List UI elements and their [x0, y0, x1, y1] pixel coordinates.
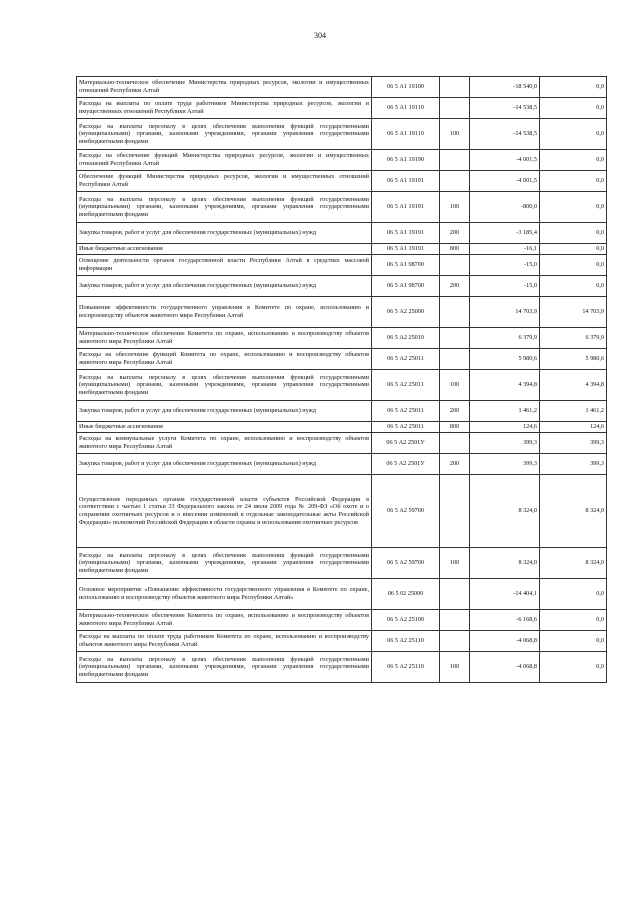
table-row — [77, 370, 607, 401]
row-amount-2: 8 324,0 — [540, 475, 607, 548]
row-code: 06 5 А1 19190 — [372, 150, 440, 171]
row-code: 06 5 А2 2501У — [372, 433, 440, 454]
row-code: 06 5 А1 98700 — [372, 276, 440, 297]
row-name: Расходы на выплаты персоналу в целях обеспечения выполнения функций государственными (муниципальными) органами, казенными учреждениями, органами управления государственными внебюджетными фондами — [77, 652, 372, 683]
row-code: 06 5 А1 98700 — [372, 255, 440, 276]
row-name: Материально-техническое обеспечение Комитета по охране, использованию и воспроизводству объектов животного мира Республики Алтай — [77, 610, 372, 631]
row-expense-type — [440, 433, 470, 454]
row-code: 06 5 А1 19110 — [372, 98, 440, 119]
table-row — [77, 454, 607, 475]
row-code: 06 5 А2 59700 — [372, 475, 440, 548]
row-name: Расходы на выплаты персоналу в целях обеспечения выполнения функций государственными (муниципальными) органами, казенными учреждениями, органами управления государственными внебюджетными фондами — [77, 192, 372, 223]
table-row — [77, 349, 607, 370]
row-name: Повышение эффективности государственного управления в Комитете по охране, использованию и воспроизводству объектов животного мира Республики Алтай — [77, 297, 372, 328]
row-amount-2: 0,0 — [540, 652, 607, 683]
table-row — [77, 422, 607, 433]
row-amount-1: -4 001,5 — [470, 171, 540, 192]
row-amount-1: 399,3 — [470, 454, 540, 475]
table-row — [77, 77, 607, 98]
row-name: Иные бюджетные ассигнования — [77, 244, 372, 255]
row-code: 06 5 А2 25010 — [372, 328, 440, 349]
row-amount-1: -4 068,8 — [470, 652, 540, 683]
row-amount-1: -3 185,4 — [470, 223, 540, 244]
row-expense-type: 100 — [440, 652, 470, 683]
row-amount-2: 0,0 — [540, 119, 607, 150]
row-name: Расходы на выплаты персоналу в целях обеспечения выполнения функций государственными (муниципальными) органами, казенными учреждениями, органами управления государственными внебюджетными фондами — [77, 548, 372, 579]
row-amount-1: 1 461,2 — [470, 401, 540, 422]
row-expense-type: 200 — [440, 401, 470, 422]
row-amount-1: 8 324,0 — [470, 475, 540, 548]
budget-table — [76, 76, 607, 683]
row-expense-type: 200 — [440, 276, 470, 297]
row-amount-1: -6 168,6 — [470, 610, 540, 631]
row-expense-type — [440, 610, 470, 631]
table-row — [77, 192, 607, 223]
row-expense-type: 100 — [440, 548, 470, 579]
row-expense-type: 100 — [440, 119, 470, 150]
row-name: Расходы на выплаты персоналу в целях обеспечения выполнения функций государственными (муниципальными) органами, казенными учреждениями, органами управления государственными внебюджетными фондами — [77, 119, 372, 150]
row-amount-2: 0,0 — [540, 276, 607, 297]
row-amount-1: -14 538,5 — [470, 98, 540, 119]
row-code: 06 5 А2 25011 — [372, 401, 440, 422]
row-amount-2: 0,0 — [540, 631, 607, 652]
row-name: Основное мероприятие «Повышение эффективности государственного управления в Комитете по охране, использованию и воспроизводству объектов животного мира Республики Алтай» — [77, 579, 372, 610]
row-expense-type — [440, 349, 470, 370]
table-row — [77, 652, 607, 683]
row-expense-type: 200 — [440, 454, 470, 475]
row-name: Расходы на обеспечение функций Комитета по охране, использованию и воспроизводству объектов животного мира Республики Алтай — [77, 349, 372, 370]
row-amount-2: 399,3 — [540, 454, 607, 475]
row-code: 06 5 А2 25011 — [372, 349, 440, 370]
table-row — [77, 255, 607, 276]
row-amount-2: 0,0 — [540, 223, 607, 244]
row-code: 06 5 А2 25110 — [372, 631, 440, 652]
row-code: 06 5 А2 2501У — [372, 454, 440, 475]
row-amount-1: -14 404,1 — [470, 579, 540, 610]
table-row — [77, 119, 607, 150]
row-name: Материально-техническое обеспечение Комитета по охране, использованию и воспроизводству объектов животного мира Республики Алтай — [77, 328, 372, 349]
row-amount-2: 0,0 — [540, 244, 607, 255]
row-amount-1: -800,0 — [470, 192, 540, 223]
row-amount-2: 6 379,9 — [540, 328, 607, 349]
row-amount-2: 14 703,9 — [540, 297, 607, 328]
row-amount-2: 0,0 — [540, 192, 607, 223]
row-amount-1: 4 394,8 — [470, 370, 540, 401]
row-amount-2: 0,0 — [540, 150, 607, 171]
page-number: 304 — [314, 31, 326, 40]
row-expense-type: 100 — [440, 192, 470, 223]
row-expense-type — [440, 475, 470, 548]
row-code: 06 5 02 25000 — [372, 579, 440, 610]
row-name: Закупка товаров, работ и услуг для обеспечения государственных (муниципальных) нужд — [77, 223, 372, 244]
row-name: Расходы на выплаты персоналу в целях обеспечения выполнения функций государственными (муниципальными) органами, казенными учреждениями, органами управления государственными внебюджетными фондами — [77, 370, 372, 401]
row-code: 06 5 А1 19110 — [372, 119, 440, 150]
row-code: 06 5 А2 25110 — [372, 652, 440, 683]
row-name: Освещение деятельности органов государственной власти Республики Алтай в средствах массовой информации — [77, 255, 372, 276]
table-row — [77, 150, 607, 171]
row-code: 06 5 А2 25000 — [372, 297, 440, 328]
row-amount-1: -15,0 — [470, 255, 540, 276]
row-amount-2: 8 324,0 — [540, 548, 607, 579]
row-amount-1: -4 068,8 — [470, 631, 540, 652]
table-row — [77, 171, 607, 192]
row-amount-2: 1 461,2 — [540, 401, 607, 422]
row-amount-1: -15,0 — [470, 276, 540, 297]
row-name: Закупка товаров, работ и услуг для обеспечения государственных (муниципальных) нужд — [77, 401, 372, 422]
row-amount-1: 5 980,6 — [470, 349, 540, 370]
table-row — [77, 98, 607, 119]
row-amount-2: 0,0 — [540, 579, 607, 610]
row-amount-2: 0,0 — [540, 255, 607, 276]
row-code: 06 5 А1 19100 — [372, 77, 440, 98]
row-amount-2: 5 980,6 — [540, 349, 607, 370]
row-amount-1: 124,6 — [470, 422, 540, 433]
row-amount-1: -18 540,0 — [470, 77, 540, 98]
row-amount-2: 124,6 — [540, 422, 607, 433]
table-row — [77, 401, 607, 422]
row-expense-type: 800 — [440, 244, 470, 255]
row-code: 06 5 А1 19191 — [372, 192, 440, 223]
row-name: Расходы на коммунальные услуги Комитета по охране, использованию и воспроизводству объектов животного мира Республики Алтай — [77, 433, 372, 454]
row-expense-type: 100 — [440, 370, 470, 401]
row-expense-type — [440, 150, 470, 171]
row-name: Материально-техническое обеспечение Министерства природных ресурсов, экологии и имущественных отношений Республики Алтай — [77, 77, 372, 98]
row-code: 06 5 А1 19191 — [372, 171, 440, 192]
row-name: Иные бюджетные ассигнования — [77, 422, 372, 433]
row-name: Расходы на выплаты по оплате труда работников Министерства природных ресурсов, экологии и имущественных отношений Республики Алтай — [77, 98, 372, 119]
row-expense-type — [440, 631, 470, 652]
row-code: 06 5 А2 59700 — [372, 548, 440, 579]
row-name: Закупка товаров, работ и услуг для обеспечения государственных (муниципальных) нужд — [77, 276, 372, 297]
table-row — [77, 433, 607, 454]
row-amount-1: -16,1 — [470, 244, 540, 255]
row-amount-2: 0,0 — [540, 171, 607, 192]
row-name: Осуществление переданных органам государственной власти субъектов Российской Федерации в соответствии с частью 1 статьи 33 Федерального закона от 24 июля 2009 года № 209-ФЗ «Об охоте и о сохранении охотничьих ресурсов и о внесении изменений в отдельные законодательные акты Российской Федерации» полномочий Российской Федерации в области охраны и использования охотничьих ресурсов — [77, 475, 372, 548]
row-amount-2: 399,3 — [540, 433, 607, 454]
table-row — [77, 276, 607, 297]
row-expense-type — [440, 579, 470, 610]
row-expense-type: 200 — [440, 223, 470, 244]
row-code: 06 5 А1 19191 — [372, 244, 440, 255]
row-expense-type — [440, 328, 470, 349]
row-amount-2: 0,0 — [540, 77, 607, 98]
row-amount-1: -4 001,5 — [470, 150, 540, 171]
table-row — [77, 328, 607, 349]
row-code: 06 5 А2 25100 — [372, 610, 440, 631]
row-name: Расходы на обеспечение функций Министерства природных ресурсов, экологии и имущественных отношений Республики Алтай — [77, 150, 372, 171]
budget-table-body — [77, 77, 607, 683]
row-expense-type — [440, 297, 470, 328]
row-expense-type — [440, 98, 470, 119]
row-amount-1: 14 703,9 — [470, 297, 540, 328]
table-row — [77, 631, 607, 652]
row-name: Закупка товаров, работ и услуг для обеспечения государственных (муниципальных) нужд — [77, 454, 372, 475]
row-expense-type — [440, 171, 470, 192]
table-row — [77, 579, 607, 610]
table-row — [77, 610, 607, 631]
row-amount-1: 8 324,0 — [470, 548, 540, 579]
table-row — [77, 297, 607, 328]
row-name: Обеспечение функций Министерства природных ресурсов, экологии и имущественных отношений Республики Алтай — [77, 171, 372, 192]
table-row — [77, 548, 607, 579]
row-code: 06 5 А2 25011 — [372, 370, 440, 401]
row-amount-1: 6 379,9 — [470, 328, 540, 349]
row-expense-type — [440, 77, 470, 98]
row-code: 06 5 А2 25011 — [372, 422, 440, 433]
table-row — [77, 223, 607, 244]
row-amount-1: 399,3 — [470, 433, 540, 454]
row-amount-2: 0,0 — [540, 610, 607, 631]
table-row — [77, 244, 607, 255]
table-row — [77, 475, 607, 548]
row-amount-1: -14 538,5 — [470, 119, 540, 150]
row-code: 06 5 А1 19191 — [372, 223, 440, 244]
row-amount-2: 0,0 — [540, 98, 607, 119]
row-name: Расходы на выплаты по оплате труда работников Комитета по охране, использованию и воспроизводству объектов животного мира Республики Алтай — [77, 631, 372, 652]
row-expense-type — [440, 255, 470, 276]
row-expense-type: 800 — [440, 422, 470, 433]
row-amount-2: 4 394,8 — [540, 370, 607, 401]
